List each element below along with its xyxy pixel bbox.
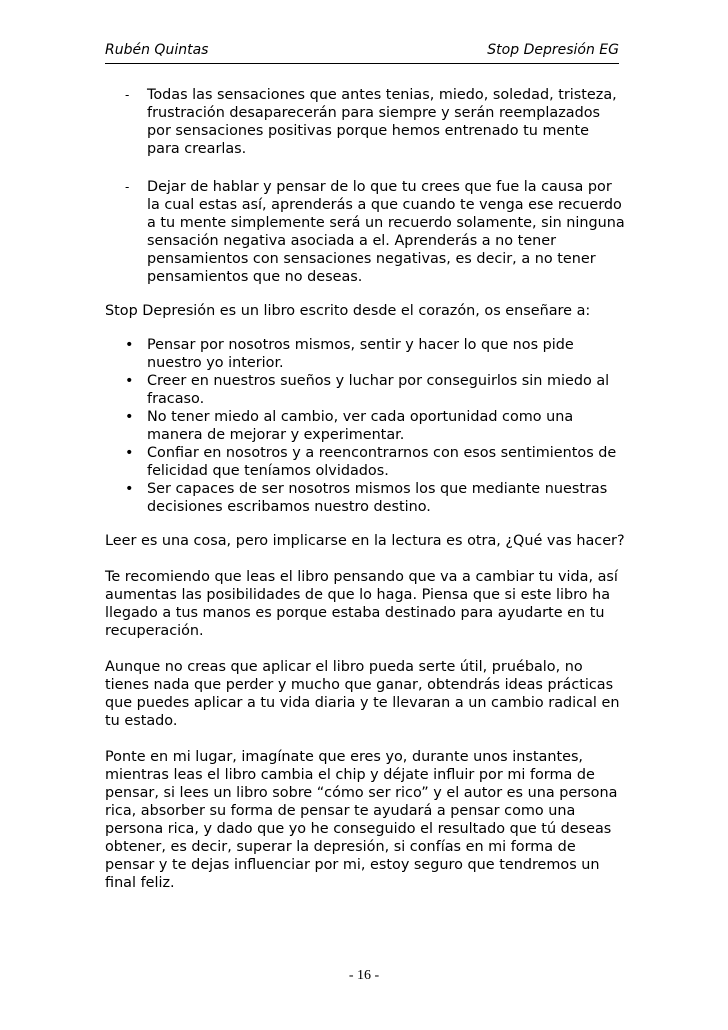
page-number: - 16 - xyxy=(348,968,380,983)
header-title: Stop Depresión EG xyxy=(487,42,619,58)
bullet-list-item xyxy=(105,480,625,516)
bullet-item-text: Creer en nuestros sueños y luchar por conseguirlos sin miedo al fracaso. xyxy=(147,373,610,407)
bullet-list-item xyxy=(105,444,625,480)
bullet-item-text: Pensar por nosotros mismos, sentir y hacer lo que nos pide nuestro yo interior. xyxy=(147,337,574,371)
dash-list xyxy=(105,86,625,286)
dash-list-item xyxy=(105,178,625,286)
intro-paragraph: Stop Depresión es un libro escrito desde el corazón, os enseñare a: xyxy=(105,303,591,319)
body-paragraph: Aunque no creas que aplicar el libro pueda serte útil, pruébalo, no tienes nada que perder y mucho que ganar, obtendrás ideas prácticas que puedes aplicar a tu vida diaria y te llevaran a un cambio radical en tu estado. xyxy=(105,659,620,729)
bullet-icon: • xyxy=(125,481,134,497)
page-header xyxy=(105,39,619,64)
page-body xyxy=(105,86,625,910)
dash-list-item xyxy=(105,86,625,158)
bullet-icon: • xyxy=(125,373,134,389)
bullet-item-text: No tener miedo al cambio, ver cada oportunidad como una manera de mejorar y experimentar. xyxy=(147,409,574,443)
body-paragraph: Ponte en mi lugar, imagínate que eres yo, durante unos instantes, mientras leas el libro cambia el chip y déjate influir por mi forma de pensar, si lees un libro sobre “cómo ser rico” y el autor es una persona rica, absorber su forma de pensar te ayudará a pensar como una persona rica, y dado que yo he conseguido el resultado que tú deseas obtener, es decir, superar la depresión, si confías en mi forma de pensar y te dejas influenciar por mi, estoy seguro que tendremos un final feliz. xyxy=(105,749,618,891)
bullet-icon: • xyxy=(125,445,134,461)
dash-mark: - xyxy=(125,88,130,102)
dash-item-text: Dejar de hablar y pensar de lo que tu crees que fue la causa por la cual estas así, aprenderás a que cuando te venga ese recuerdo a tu mente simplemente será un recuerdo solamente, sin ninguna sensación negativa asociada a el. Aprenderás a no tener pensamientos con sensaciones negativas, es decir, a no tener pensamientos que no deseas. xyxy=(147,179,625,285)
bullet-icon: • xyxy=(125,409,134,425)
dash-item-text: Todas las sensaciones que antes tenias, miedo, soledad, tristeza, frustración desaparecerán para siempre y serán reemplazados por sensaciones positivas porque hemos entrenado tu mente para crearlas. xyxy=(147,87,617,157)
body-paragraph: Te recomiendo que leas el libro pensando que va a cambiar tu vida, así aumentas las posibilidades de que lo haga. Piensa que si este libro ha llegado a tus manos es porque estaba destinado para ayudarte en tu recuperación. xyxy=(105,569,618,639)
bullet-list-item xyxy=(105,408,625,444)
bullet-item-text: Ser capaces de ser nosotros mismos los que mediante nuestras decisiones escribamos nuestro destino. xyxy=(147,481,608,515)
body-paragraph: Leer es una cosa, pero implicarse en la lectura es otra, ¿Qué vas hacer? xyxy=(105,533,625,549)
bullet-item-text: Confiar en nosotros y a reencontrarnos con esos sentimientos de felicidad que teníamos olvidados. xyxy=(147,445,617,479)
bullet-list-item xyxy=(105,372,625,408)
bullet-list xyxy=(105,336,625,516)
dash-mark: - xyxy=(125,180,130,194)
bullet-list-item xyxy=(105,336,625,372)
bullet-icon: • xyxy=(125,337,134,353)
header-author: Rubén Quintas xyxy=(105,42,209,58)
